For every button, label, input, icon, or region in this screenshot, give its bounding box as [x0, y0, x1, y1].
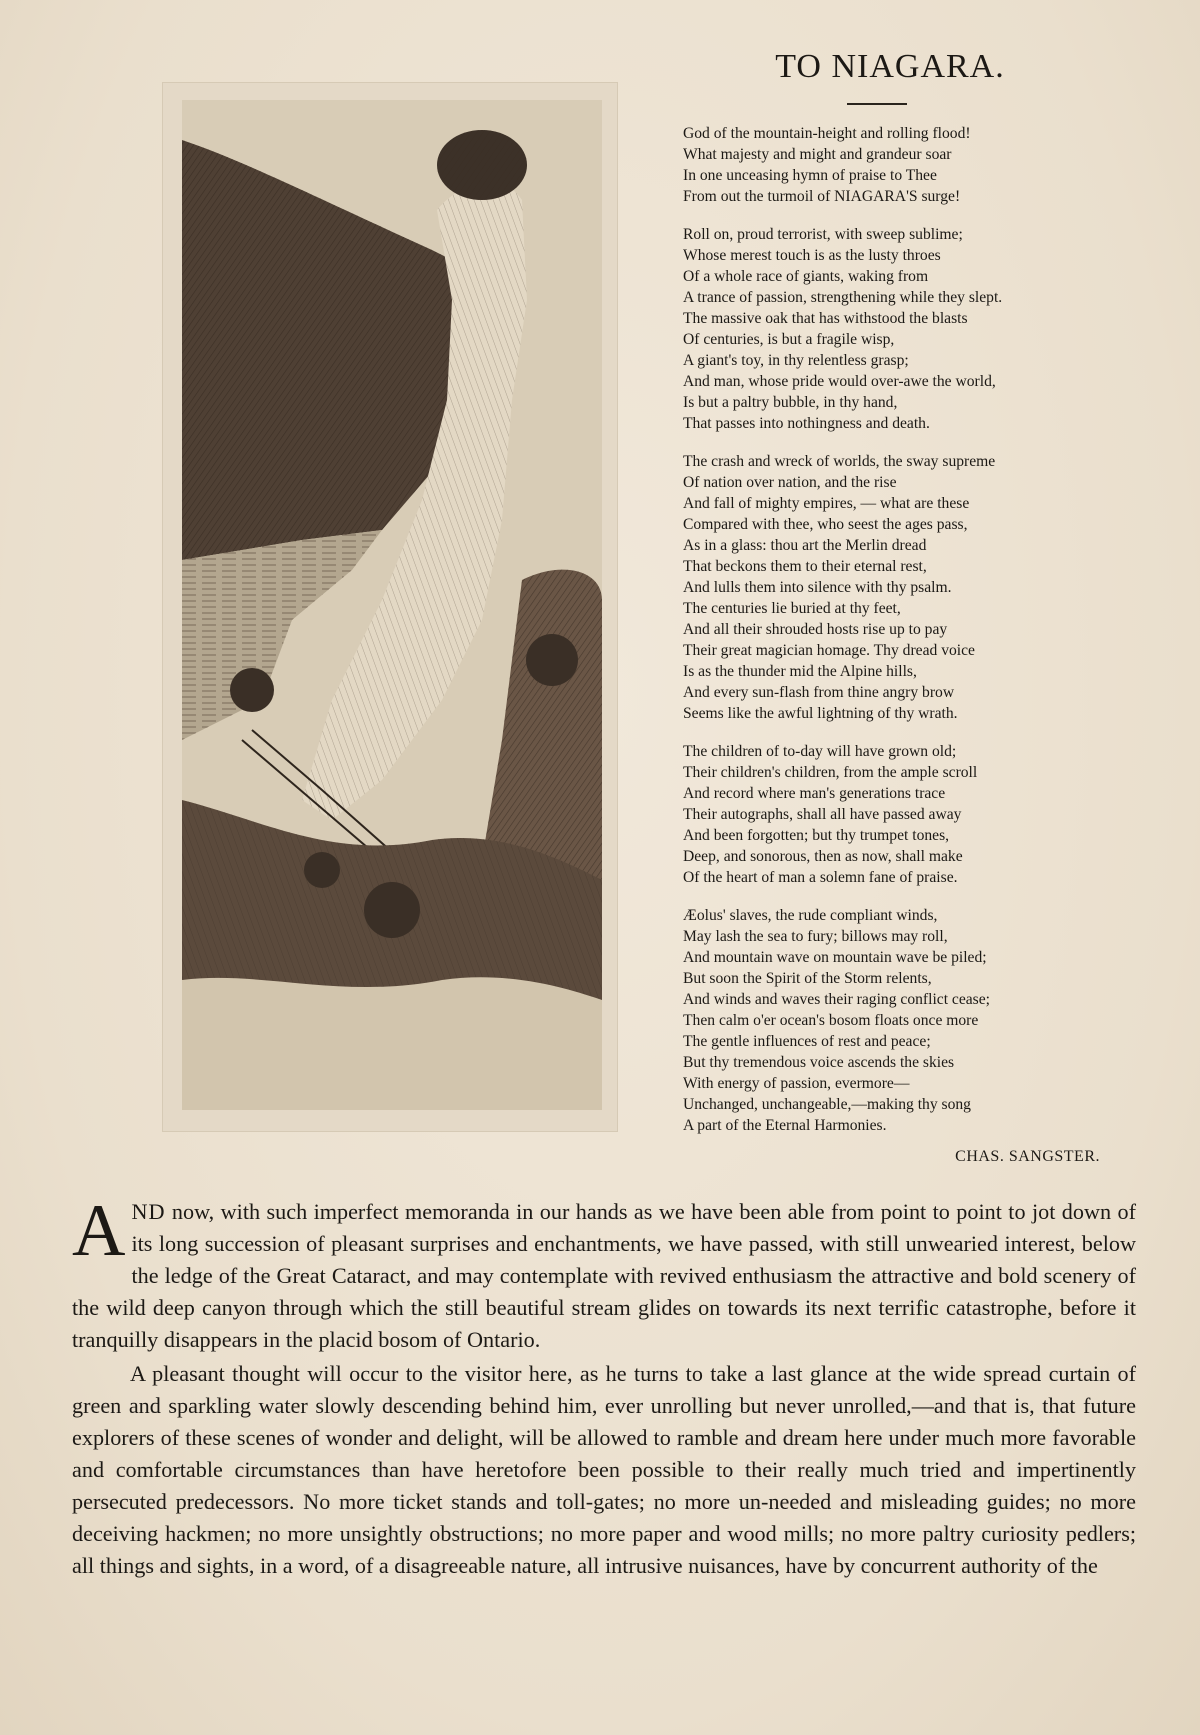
poem-line: Of nation over nation, and the rise	[683, 474, 897, 491]
poem-line: Compared with thee, who seest the ages pass,	[683, 516, 968, 533]
poem-line: Is but a paltry bubble, in thy hand,	[683, 394, 898, 411]
poem-line: Is as the thunder mid the Alpine hills,	[683, 663, 917, 680]
poem-line: The crash and wreck of worlds, the sway supreme	[683, 453, 996, 470]
poem-body	[683, 123, 1103, 1153]
poem-line: A trance of passion, strengthening while they slept.	[683, 289, 1003, 306]
title-divider	[847, 103, 907, 105]
poem-line: The massive oak that has withstood the blasts	[683, 310, 968, 327]
poem-line: Their great magician homage. Thy dread voice	[683, 642, 975, 659]
poem-line: A giant's toy, in thy relentless grasp;	[683, 352, 909, 369]
poem-line: Of centuries, is but a fragile wisp,	[683, 331, 895, 348]
poem-line: But thy tremendous voice ascends the skies	[683, 1054, 955, 1071]
poem-line: May lash the sea to fury; billows may roll,	[683, 928, 948, 945]
poem-line: And all their shrouded hosts rise up to pay	[683, 621, 948, 638]
poem-line: The children of to-day will have grown old;	[683, 743, 957, 760]
paragraph-1-text: now, with such imperfect memoranda in our hands as we have been able from point to point to jot down of its long succession of pleasant surprises and enchantments, we have passed, with still unwearied interest, below the ledge of the Great Cataract, and may contemplate with revived enthusiasm the attractive and bold scenery of the wild deep canyon through which the still beautiful stream glides on towards its next terrific catastrophe, before it tranquilly disappears in the placid bosom of Ontario.	[72, 1199, 1136, 1352]
poem-line: Their children's children, from the ample scroll	[683, 764, 978, 781]
poem-line: Of a whole race of giants, waking from	[683, 268, 929, 285]
poem-line: From out the turmoil of NIAGARA'S surge!	[683, 188, 961, 205]
poem-line: And winds and waves their raging conflict cease;	[683, 991, 991, 1008]
stanza-2	[683, 224, 1103, 434]
stanza-3	[683, 451, 1103, 724]
poem-line: That passes into nothingness and death.	[683, 415, 930, 432]
poem-line: The centuries lie buried at thy feet,	[683, 600, 901, 617]
poem-line: And every sun-flash from thine angry brow	[683, 684, 955, 701]
etching-canyon-drawing	[182, 100, 602, 1110]
poem-line: But soon the Spirit of the Storm relents,	[683, 970, 932, 987]
poem-line: With energy of passion, evermore—	[683, 1075, 910, 1092]
poem-line: And man, whose pride would over-awe the world,	[683, 373, 996, 390]
stanza-1	[683, 123, 1103, 207]
poem-line: And lulls them into silence with thy psalm.	[683, 579, 952, 596]
poem-line: Whose merest touch is as the lusty throes	[683, 247, 941, 264]
poem-line: A part of the Eternal Harmonies.	[683, 1117, 887, 1134]
first-word-rest: ND	[131, 1199, 166, 1224]
poem-line: The gentle influences of rest and peace;	[683, 1033, 931, 1050]
poem-line: And record where man's generations trace	[683, 785, 946, 802]
stanza-5	[683, 905, 1103, 1136]
poem-line: Then calm o'er ocean's bosom floats once more	[683, 1012, 979, 1029]
poem-line: As in a glass: thou art the Merlin dread	[683, 537, 927, 554]
poem-line: What majesty and might and grandeur soar	[683, 146, 952, 163]
drop-cap: A	[72, 1190, 126, 1272]
poem-line: And fall of mighty empires, — what are these	[683, 495, 970, 512]
poem-line: Unchanged, unchangeable,—making thy song	[683, 1096, 971, 1113]
stanza-4	[683, 741, 1103, 888]
poem-line: God of the mountain-height and rolling flood!	[683, 125, 971, 142]
poem-line: That beckons them to their eternal rest,	[683, 558, 927, 575]
poem-line: Roll on, proud terrorist, with sweep sublime;	[683, 226, 963, 243]
poem-line: Seems like the awful lightning of thy wrath.	[683, 705, 958, 722]
poem-line: And mountain wave on mountain wave be piled;	[683, 949, 987, 966]
poem-line: And been forgotten; but thy trumpet tones,	[683, 827, 950, 844]
paragraph-1	[72, 1190, 1136, 1356]
poem-title: TO NIAGARA.	[775, 48, 1005, 85]
poem-line: Deep, and sonorous, then as now, shall make	[683, 848, 963, 865]
paragraph-2: A pleasant thought will occur to the visitor here, as he turns to take a last glance at the wide spread curtain of green and sparkling water slowly descending behind him, ever unrolling but never unrolled,—and that is, that future explorers of these scenes of wonder and delight, will be allowed to ramble and dream here under much more favorable and comfortable circumstances than have heretofore been possible to their really much tried and impertinently persecuted predecessors. No more ticket stands and toll-gates; no more un-needed and misleading guides; no more deceiving hackmen; no more unsightly obstructions; no more paper and wood mills; no more paltry curiosity pedlers; all things and sights, in a word, of a disagreeable nature, all intrusive nuisances, have by concurrent authority of the	[72, 1361, 1136, 1578]
poem-line: In one unceasing hymn of praise to Thee	[683, 167, 937, 184]
poem-author: CHAS. SANGSTER.	[955, 1148, 1100, 1165]
poem-line: Æolus' slaves, the rude compliant winds,	[683, 907, 938, 924]
etching-illustration	[182, 100, 602, 1110]
poem-line: Their autographs, shall all have passed away	[683, 806, 962, 823]
prose-body	[72, 1190, 1136, 1582]
poem-line: Of the heart of man a solemn fane of praise.	[683, 869, 958, 886]
